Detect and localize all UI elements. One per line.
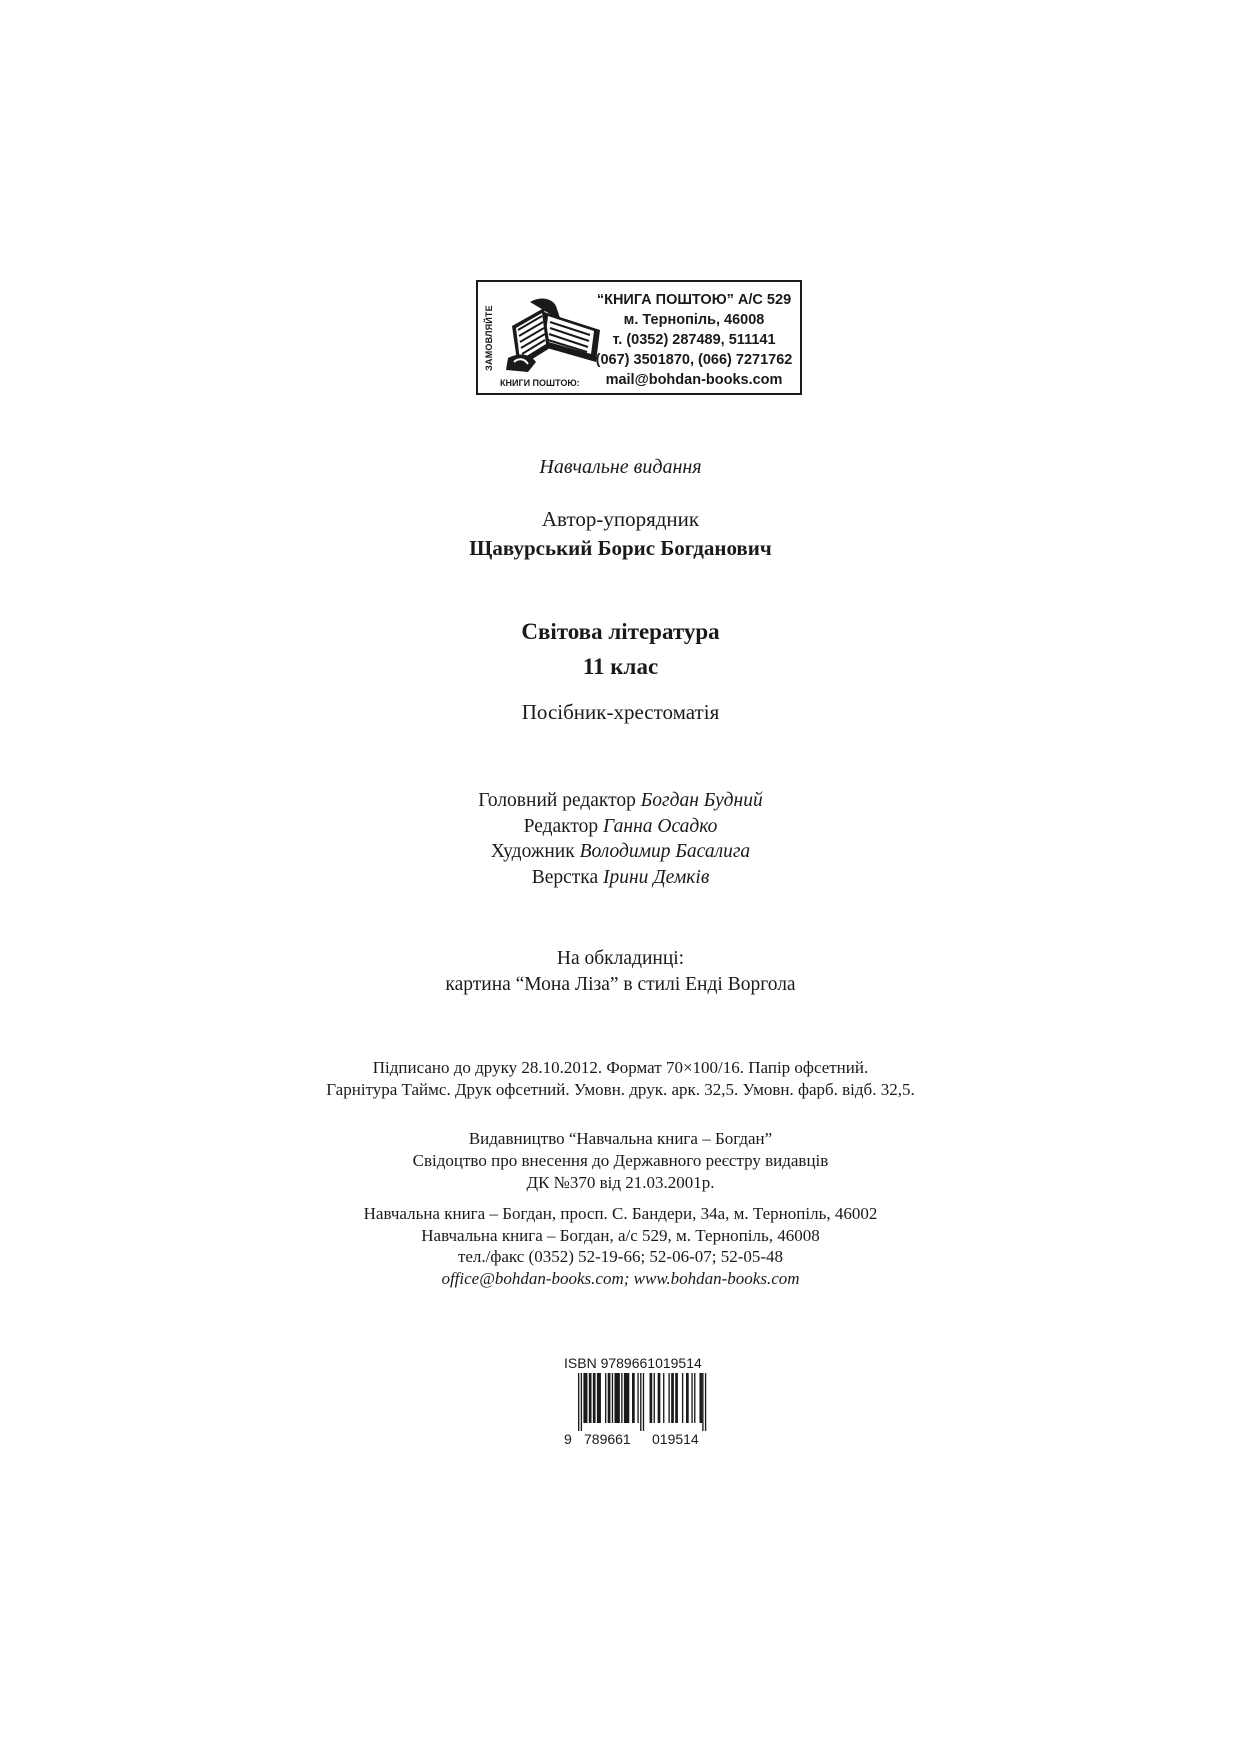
address-line: Навчальна книга – Богдан, просп. С. Бандери, 34а, м. Тернопіль, 46002 bbox=[363, 1204, 878, 1223]
credit-name: Богдан Будний bbox=[640, 790, 763, 811]
credit-role: Верстка bbox=[531, 866, 599, 888]
publisher-line: Видавництво “Навчальна книга – Богдан” bbox=[468, 1129, 773, 1148]
address-line: Навчальна книга – Богдан, а/с 529, м. Тернопіль, 46008 bbox=[421, 1225, 820, 1245]
stamp-contact-block bbox=[588, 290, 800, 390]
stamp-side-label bbox=[478, 282, 500, 393]
barcode-bars bbox=[564, 1373, 716, 1431]
print-line: Гарнітура Таймс. Друк офсетний. Умовн. друк. арк. 32,5. Умовн. фарб. відб. 32,5. bbox=[326, 1080, 915, 1099]
book-title: Світова література bbox=[521, 619, 720, 644]
author-name: Щавурський Борис Богданович bbox=[469, 536, 772, 560]
credit-role: Редактор bbox=[523, 815, 599, 837]
book-grade: 11 клас bbox=[582, 654, 659, 679]
credit-name: Ірини Демків bbox=[602, 866, 710, 888]
credit-role: Головний редактор bbox=[478, 790, 636, 811]
stamp-line: м. Тернопіль, 46008 bbox=[623, 312, 765, 328]
book-subtitle: Посібник-хрестоматія bbox=[521, 700, 720, 724]
author-role: Автор-упорядник bbox=[541, 507, 700, 531]
credits-block bbox=[0, 788, 1241, 890]
print-line: Підписано до друку 28.10.2012. Формат 70×100/16. Папір офсетний. bbox=[372, 1058, 869, 1077]
isbn-barcode bbox=[564, 1355, 716, 1449]
address-line: тел./факс (0352) 52-19-66; 52-06-07; 52-05-48 bbox=[457, 1247, 784, 1266]
cover-description: картина “Мона Ліза” в стилі Енді Воргола bbox=[445, 973, 796, 995]
credit-line bbox=[0, 865, 1241, 891]
barcode-digits bbox=[564, 1431, 716, 1449]
stamp-side-text: ЗАМОВЛЯЙТЕ bbox=[484, 304, 495, 371]
stamp-line: т. (0352) 287489, 511141 bbox=[612, 332, 776, 348]
credit-line bbox=[0, 788, 1241, 814]
stamp-bottom-label: КНИГИ ПОШТОЮ: bbox=[500, 378, 580, 388]
credit-name: Володимир Басалига bbox=[579, 841, 751, 862]
credit-line bbox=[0, 839, 1241, 865]
barcode-digits-right: 019514 bbox=[652, 1431, 699, 1447]
publisher-line: Свідоцтво про внесення до Державного реєстру видавців bbox=[412, 1151, 829, 1170]
credit-line bbox=[0, 814, 1241, 840]
publisher-info bbox=[0, 1128, 1241, 1194]
contact-links: office@bohdan-books.com; www.bohdan-books.com bbox=[441, 1268, 800, 1288]
edition-type: Навчальне видання bbox=[539, 456, 702, 478]
barcode-digits-left: 789661 bbox=[584, 1431, 631, 1447]
print-info bbox=[0, 1057, 1241, 1101]
stamp-line: mail@bohdan-books.com bbox=[605, 372, 783, 388]
barcode-digit-first: 9 bbox=[564, 1431, 572, 1447]
credit-role: Художник bbox=[490, 841, 575, 862]
isbn-label: ISBN 9789661019514 bbox=[564, 1355, 702, 1371]
stamp-line: (067) 3501870, (066) 7271762 bbox=[595, 352, 793, 368]
stamp-line: “КНИГА ПОШТОЮ” А/С 529 bbox=[596, 292, 792, 308]
publisher-line: ДК №370 від 21.03.2001р. bbox=[526, 1173, 715, 1192]
cover-label: На обкладинці: bbox=[556, 948, 685, 969]
mail-order-stamp bbox=[476, 280, 802, 395]
credit-name: Ганна Осадко bbox=[603, 815, 718, 837]
cover-note bbox=[0, 946, 1241, 997]
address-block bbox=[0, 1203, 1241, 1289]
